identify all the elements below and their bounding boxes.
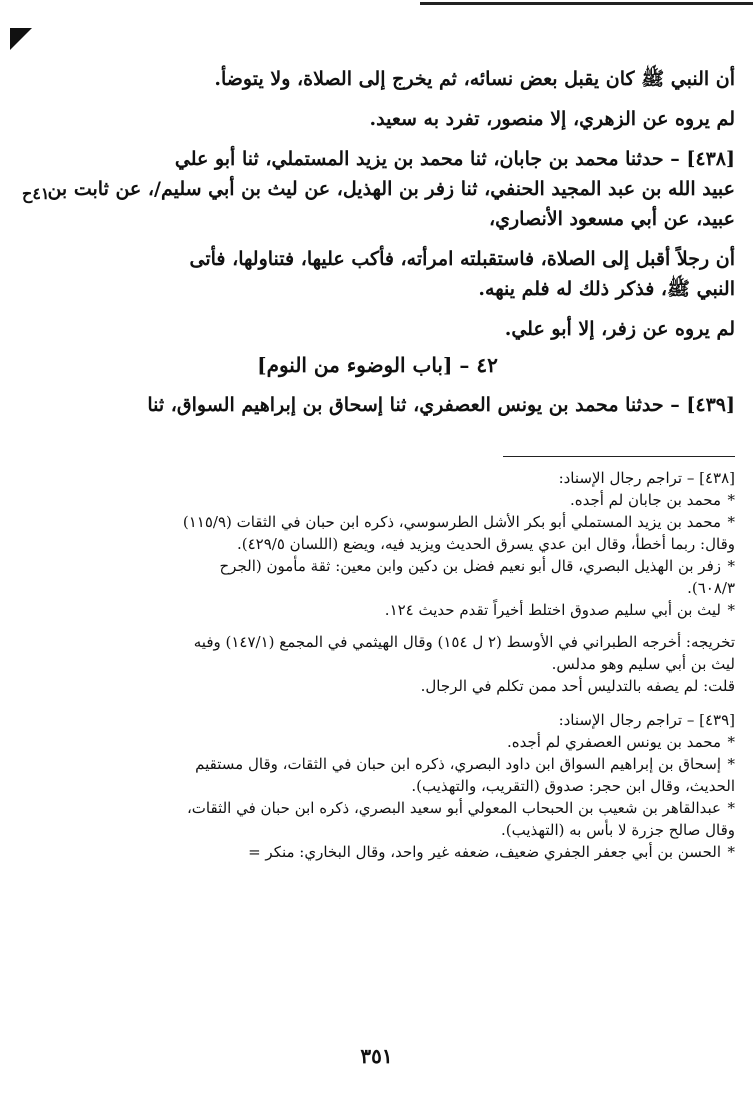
main-line: عبيد الله بن عبد المجيد الحنفي، ثنا زفر بن الهذيل، عن ليث بن أبي سليم/، عن ثابت بن bbox=[47, 178, 735, 200]
corner-mark bbox=[10, 28, 32, 50]
footnote-line: وقال صالح جزرة لا بأس به (التهذيب). bbox=[501, 821, 735, 839]
footnote-line: *ليث بن أبي سليم صدوق اختلط أخيراً تقدم حديث ١٢٤. bbox=[384, 601, 735, 619]
footnote-line: ليث بن أبي سليم وهو مدلس. bbox=[551, 655, 735, 673]
main-line: النبي ﷺ، فذكر ذلك له فلم ينهه. bbox=[478, 278, 735, 300]
bullet-icon: * bbox=[727, 513, 735, 531]
bullet-icon: * bbox=[727, 601, 735, 619]
footnote-line: *إسحاق بن إبراهيم السواق ابن داود البصري، ذكره ابن حبان في الثقات، وقال مستقيم bbox=[195, 755, 735, 773]
footnote-divider bbox=[503, 456, 735, 457]
bullet-icon: * bbox=[727, 755, 735, 773]
footnote-line: *محمد بن يونس العصفري لم أجده. bbox=[507, 733, 735, 751]
top-rule bbox=[420, 2, 753, 5]
main-line: لم يروه عن زفر، إلا أبو علي. bbox=[504, 318, 735, 340]
bullet-icon: * bbox=[727, 557, 735, 575]
footnote-line: *محمد بن يزيد المستملي أبو بكر الأشل الطرسوسي، ذكره ابن حبان في الثقات (١١٥/٩) bbox=[182, 513, 735, 531]
footnote-line: *عبدالقاهر بن شعيب بن الحبحاب المعولي أبو سعيد البصري، ذكره ابن حبان في الثقات، bbox=[186, 799, 735, 817]
main-line: أن النبي ﷺ كان يقبل بعض نسائه، ثم يخرج إلى الصلاة، ولا يتوضأ. bbox=[214, 68, 735, 90]
bullet-icon: * bbox=[727, 799, 735, 817]
footnote-line: وقال: ربما أخطأ، وقال ابن عدي يسرق الحديث ويزيد فيه، ويضع (اللسان ٤٢٩/٥). bbox=[236, 535, 735, 553]
footnote-line: تخريجه: أخرجه الطبراني في الأوسط (٢ ل ١٥٤) وقال الهيثمي في المجمع (١٤٧/١) وفيه bbox=[193, 633, 735, 651]
footnote-line: *الحسن بن أبي جعفر الجفري ضعيف، ضعفه غير واحد، وقال البخاري: منكر = bbox=[248, 843, 735, 861]
footnote-heading: [٤٣٩] – تراجم رجال الإسناد: bbox=[558, 711, 735, 729]
bullet-icon: * bbox=[727, 843, 735, 861]
main-line: أن رجلاً أقبل إلى الصلاة، فاستقبلته امرأته، فأكب عليها، فتناولها، فأتى bbox=[189, 248, 735, 270]
footnote-line: *محمد بن جابان لم أجده. bbox=[569, 491, 735, 509]
footnote-line: الحديث، وقال ابن حجر: صدوق (التقريب، والتهذيب). bbox=[411, 777, 735, 795]
main-line: لم يروه عن الزهري، إلا منصور، تفرد به سعيد. bbox=[369, 108, 735, 130]
bullet-icon: * bbox=[727, 491, 735, 509]
footnote-line: ٦٠٨/٣). bbox=[687, 579, 735, 597]
main-line: [٤٣٨] – حدثنا محمد بن جابان، ثنا محمد بن يزيد المستملي، ثنا أبو علي bbox=[174, 148, 735, 170]
footnote-line: *زفر بن الهذيل البصري، قال أبو نعيم فضل بن دكين وابن معين: ثقة مأمون (الجرح bbox=[219, 557, 735, 575]
footnote-line: قلت: لم يصفه بالتدليس أحد ممن تكلم في الرجال. bbox=[420, 677, 735, 695]
main-line: عبيد، عن أبي مسعود الأنصاري، bbox=[489, 208, 735, 230]
page-number: ٣٥١ bbox=[360, 1044, 393, 1068]
footnote-heading: [٤٣٨] – تراجم رجال الإسناد: bbox=[558, 469, 735, 487]
section-heading: ٤٢ – [باب الوضوء من النوم] bbox=[257, 353, 498, 377]
main-line: [٤٣٩] – حدثنا محمد بن يونس العصفري، ثنا إسحاق بن إبراهيم السواق، ثنا bbox=[147, 394, 735, 416]
bullet-icon: * bbox=[727, 733, 735, 751]
margin-reference: ٤١ح bbox=[22, 184, 50, 203]
page-body bbox=[20, 64, 735, 863]
